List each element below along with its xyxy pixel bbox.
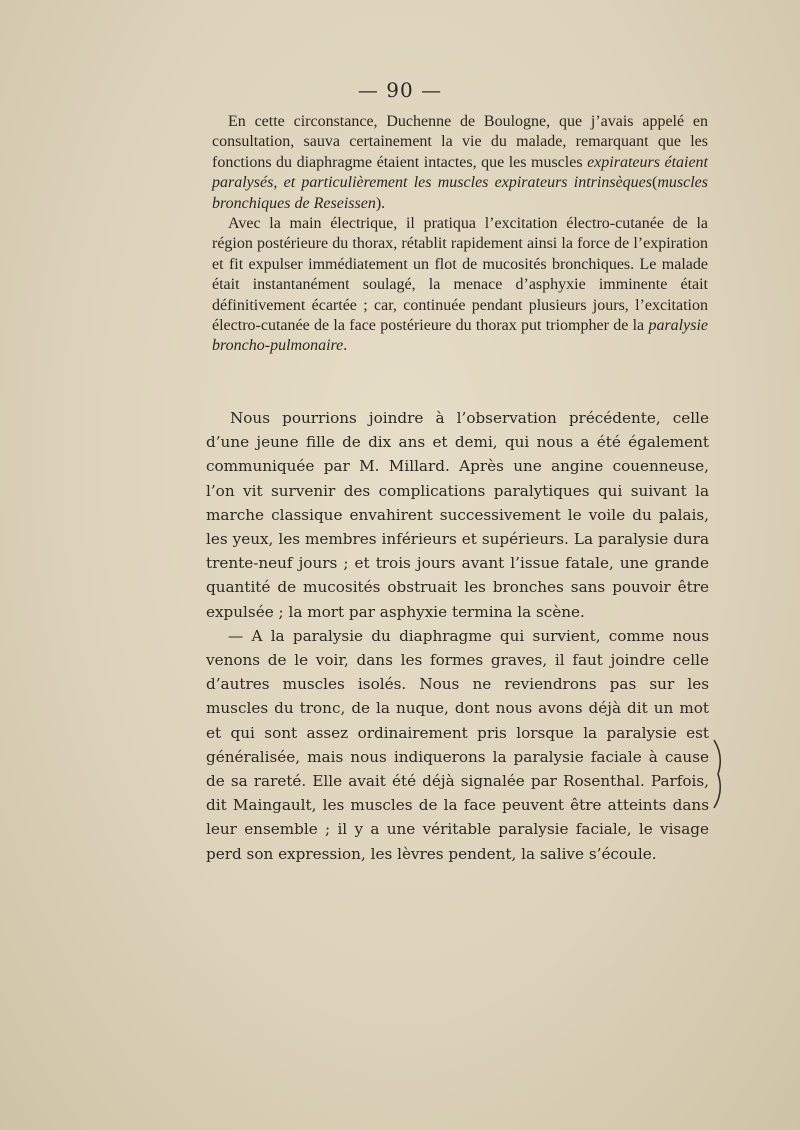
- paragraph-electric-hand-text-1: Avec la main électrique, il pratiqua l’excitation électro-cutanée de la région postérieure du thorax, rétablit rapidement ainsi la force de l’expiration et fit expulser immédiatement un flot de mucosités bronchiques. Le malade était instantanément soulagé, la menace d’asphyxie imminente était définitivement écartée ; car, continuée pendant plusieurs jours, l’excitation électro-cutanée de la face postérieure du thorax put triompher de la: [212, 215, 708, 335]
- paragraph-electric-hand: [212, 214, 708, 357]
- margin-bracket-mark: [712, 738, 726, 810]
- paragraph-duchenne-text-3: (: [652, 174, 658, 192]
- paragraph-electric-hand-italic-1: paralysie broncho-pulmonaire: [212, 317, 708, 355]
- paragraph-facial-paralysis: — A la paralysie du diaphragme qui survient, comme nous venons de le voir, dans les formes graves, il faut joindre celle d’autres muscles isolés. Nous ne reviendrons pas sur les muscles du tronc, de la nuque, dont nous avons déjà dit un mot et qui sont assez ordinairement pris lorsque la paralysie est généralisée, mais nous indiquerons la paralysie faciale à cause de sa rareté. Elle avait été déjà signalée par Rosenthal. Parfois, dit Maingault, les muscles de la face peuvent être atteints dans leur ensemble ; il y a une véritable paralysie faciale, le visage perd son expression, les lèvres pendent, la salive s’écoule.: [206, 626, 709, 863]
- paragraph-duchenne-italic-3: muscles bronchiques de Reseissen: [212, 174, 708, 212]
- block-observation-duchenne: [212, 112, 708, 357]
- paragraph-electric-hand-text-2: .: [343, 337, 348, 355]
- paragraph-duchenne-italic-2: et particulièrement les muscles expirateurs intrinsèques: [283, 174, 653, 192]
- paragraph-duchenne-text-1: En cette circonstance, Duchenne de Boulogne, que j’avais appelé en consultation, sauva certainement la vie du malade, remarquant que les fonctions du diaphragme étaient intactes, que les muscles: [212, 113, 708, 171]
- paragraph-duchenne: [212, 112, 708, 214]
- block-observation-millard: [206, 406, 709, 866]
- page-number: — 90 —: [357, 78, 443, 102]
- paragraph-duchenne-text-4: ).: [375, 194, 386, 212]
- paragraph-duchenne-italic-1: expirateurs étaient paralysés: [212, 153, 709, 192]
- paragraph-millard: Nous pourrions joindre à l’observation précédente, celle d’une jeune fille de dix ans et demi, qui nous a été également communiquée par M. Millard. Après une angine couenneuse, l’on vit survenir des complications paralytiques qui suivant la marche classique envahirent successivement le voile du palais, les yeux, les membres inférieurs et supérieurs. La paralysie dura trente-neuf jours ; et trois jours avant l’issue fatale, une grande quantité de mucosités obstruait les bronches sans pouvoir être expulsée ; la mort par asphyxie termina la scène.: [206, 409, 709, 621]
- paragraph-duchenne-text-2: ,: [273, 174, 284, 192]
